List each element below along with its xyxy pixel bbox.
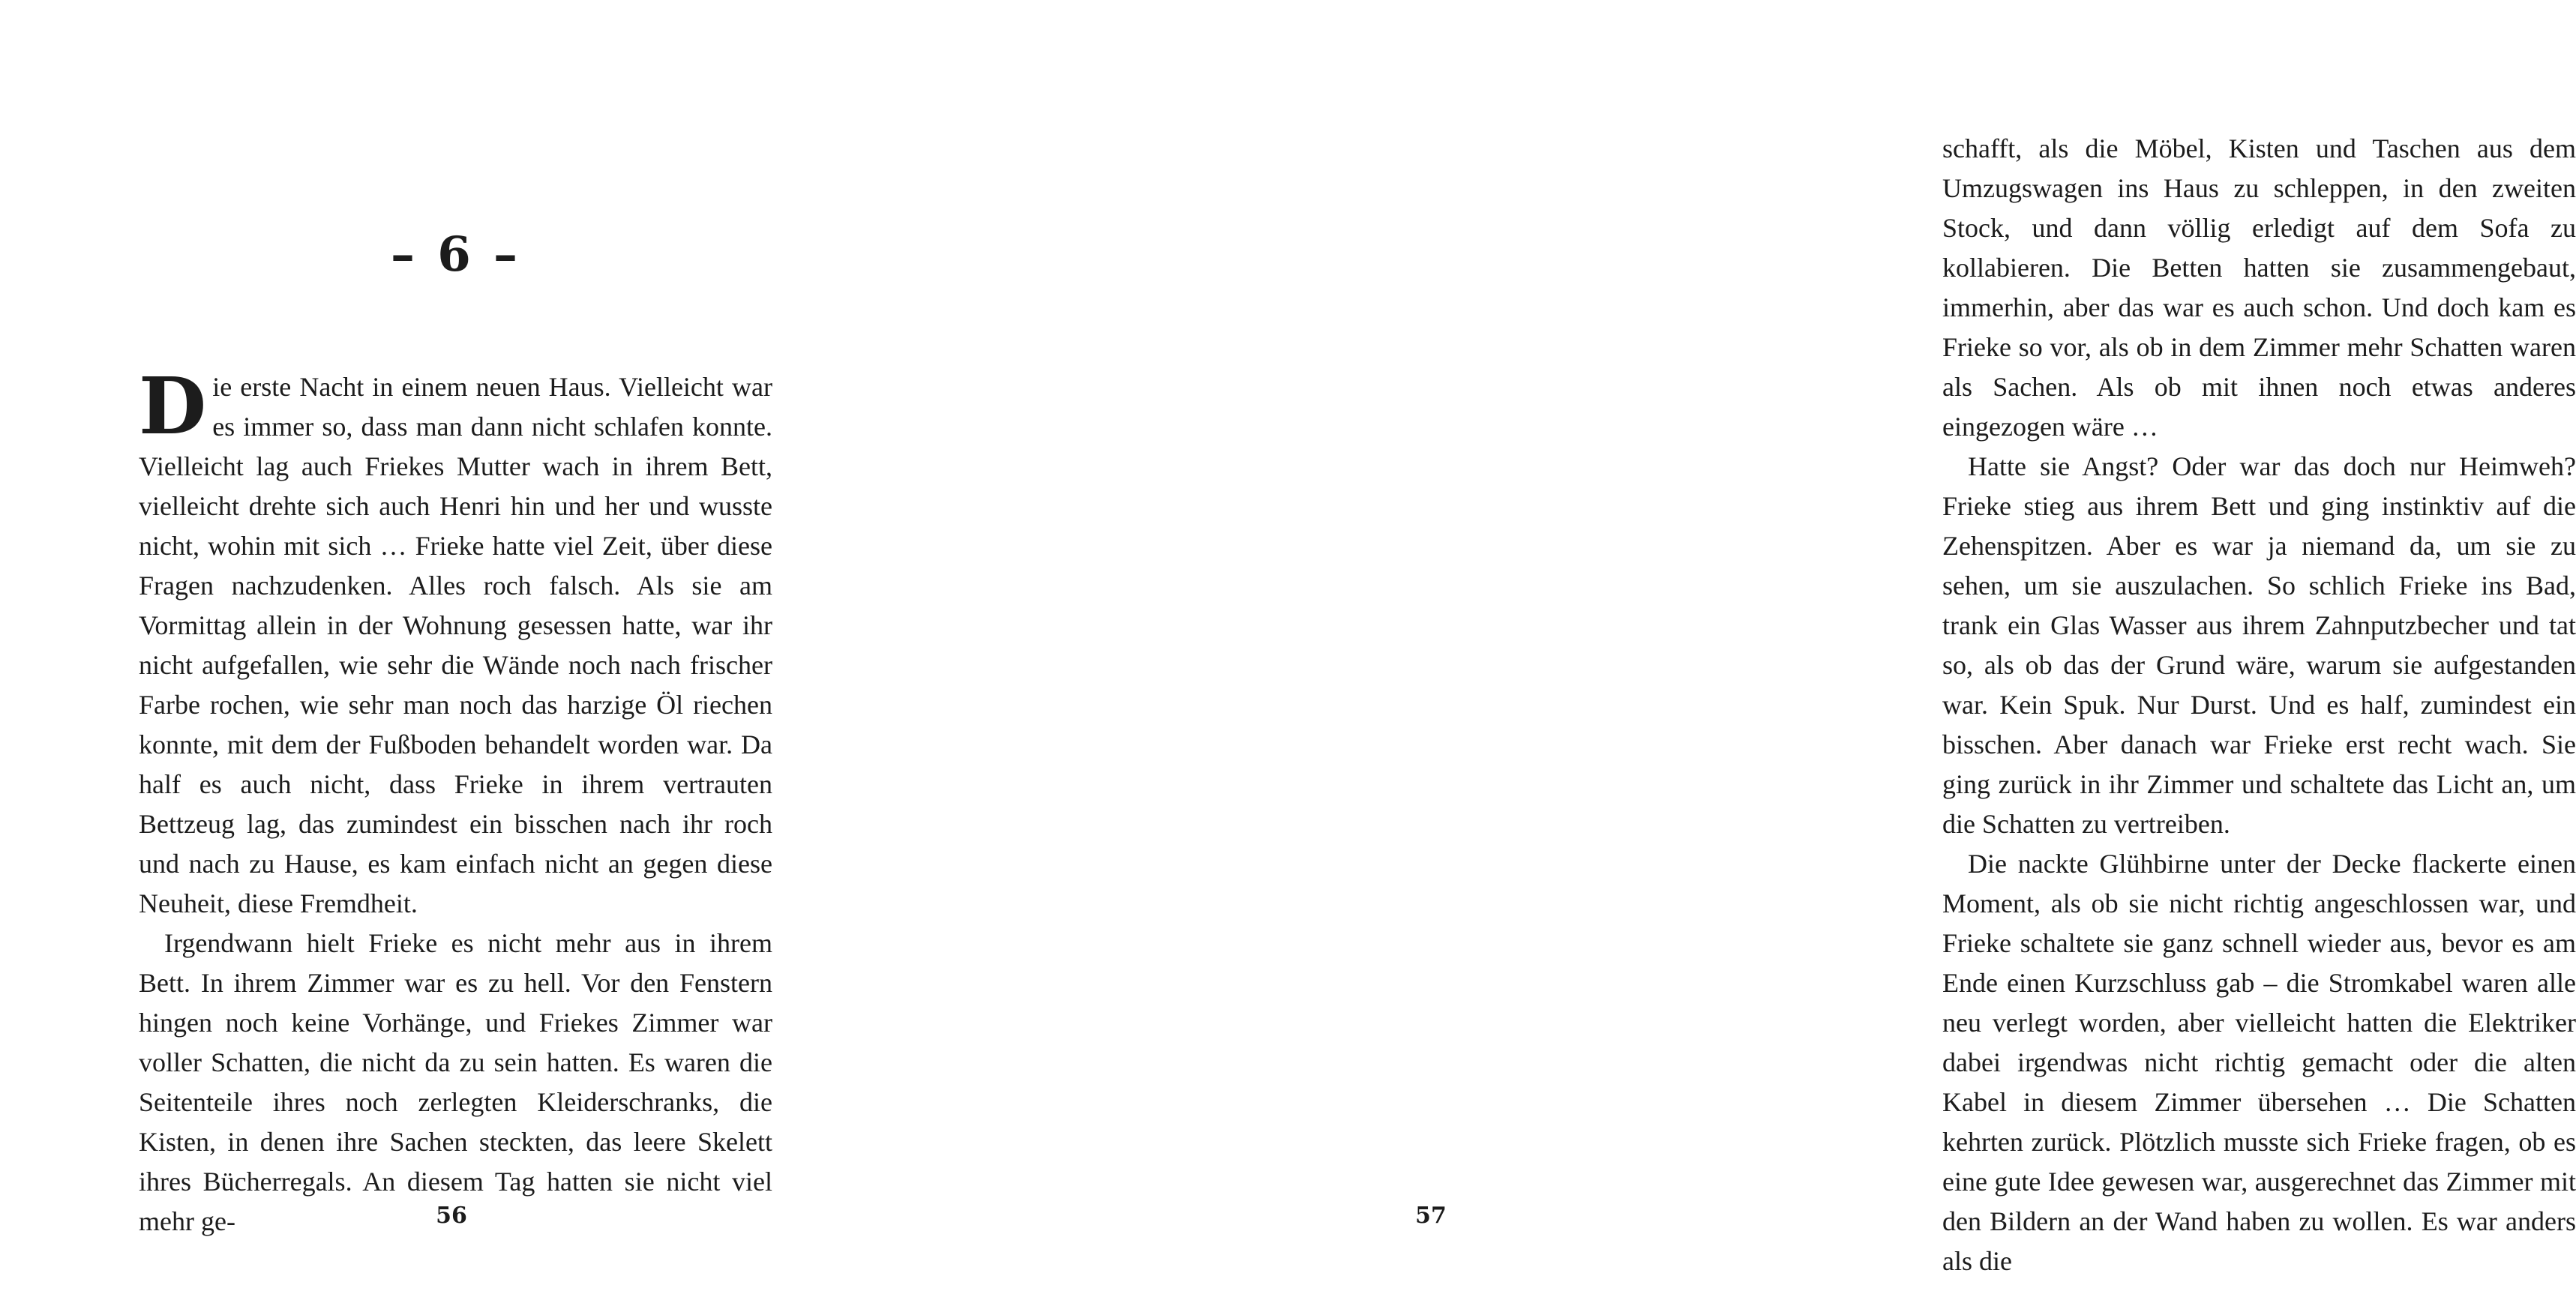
drop-cap: D — [139, 360, 207, 452]
right-page-text — [1942, 129, 2576, 1281]
page-number-right: 57 — [1415, 1203, 1447, 1229]
chapter-heading: – 6 – — [390, 226, 521, 283]
paragraph: Die nackte Glühbirne unter der Decke flackerte einen Moment, als ob sie nicht richtig angeschlossen war, und Frieke schaltete sie ganz schnell wieder aus, bevor es am Ende einen Kurzschluss gab – die Stromkabel waren alle neu verlegt worden, aber vielleicht hatten die Elektriker dabei irgendwas nicht richtig gemacht oder die alten Kabel in diesem Zimmer übersehen … Die Schatten kehrten zurück. Plötzlich musste sich Frieke fragen, ob es eine gute Idee gewesen war, ausgerechnet das Zimmer mit den Bildern an der Wand haben zu wollen. Es war anders als die — [1942, 849, 2576, 1276]
left-page-text — [139, 360, 772, 1242]
left-page — [0, 0, 900, 1303]
opening-paragraph-text: ie erste Nacht in einem neuen Haus. Vielleicht war es immer so, dass man dann nicht schlafen konnte. Vielleicht lag auch Friekes Mutter wach in ihrem Bett, vielleicht drehte sich auch Henri hin und her und wusste nicht, wohin mit sich … Frieke hatte viel Zeit, über diese Fragen nachzudenken. Alles roch falsch. Als sie am Vormittag allein in der Wohnung gesessen hatte, war ihr nicht aufgefallen, wie sehr die Wände noch nach frischer Farbe rochen, wie sehr man noch das harzige Öl riechen konnte, mit dem der Fußboden behandelt worden war. Da half es auch nicht, dass Frieke in ihrem vertrauten Bettzeug lag, das zumindest ein bisschen nach ihr roch und nach zu Hause, es kam einfach nicht an gegen diese Neuheit, diese Fremdheit. — [139, 372, 772, 918]
opening-paragraph — [139, 360, 772, 924]
page-number-left: 56 — [436, 1203, 467, 1229]
right-page — [900, 0, 2576, 1303]
continued-paragraph: schafft, als die Möbel, Kisten und Taschen aus dem Umzugswagen ins Haus zu schleppen, in den zweiten Stock, und dann völlig erledigt auf dem Sofa zu kollabieren. Die Betten hatten sie zusammengebaut, immerhin, aber das war es auch schon. Und doch kam es Frieke so vor, als ob in dem Zimmer mehr Schatten waren als Sachen. Als ob mit ihnen noch etwas anderes eingezogen wäre … — [1942, 133, 2576, 442]
paragraph: Hatte sie Angst? Oder war das doch nur Heimweh? Frieke stieg aus ihrem Bett und ging instinktiv auf die Zehenspitzen. Aber es war ja niemand da, um sie zu sehen, um sie auszulachen. So schlich Frieke ins Bad, trank ein Glas Wasser aus ihrem Zahnputzbecher und tat so, als ob das der Grund wäre, warum sie aufgestanden war. Kein Spuk. Nur Durst. Und es half, zumindest ein bisschen. Aber danach war Frieke erst recht wach. Sie ging zurück in ihr Zimmer und schaltete das Licht an, um die Schatten zu vertreiben. — [1942, 451, 2576, 839]
paragraph: Irgendwann hielt Frieke es nicht mehr aus in ihrem Bett. In ihrem Zimmer war es zu hell. Vor den Fenstern hingen noch keine Vorhänge, und Friekes Zimmer war voller Schatten, die nicht da zu sein hatten. Es waren die Seitenteile ihres noch zerlegten Kleiderschranks, die Kisten, in denen ihre Sachen steckten, das leere Skelett ihres Bücherregals. An diesem Tag hatten sie nicht viel mehr ge- — [139, 928, 772, 1236]
